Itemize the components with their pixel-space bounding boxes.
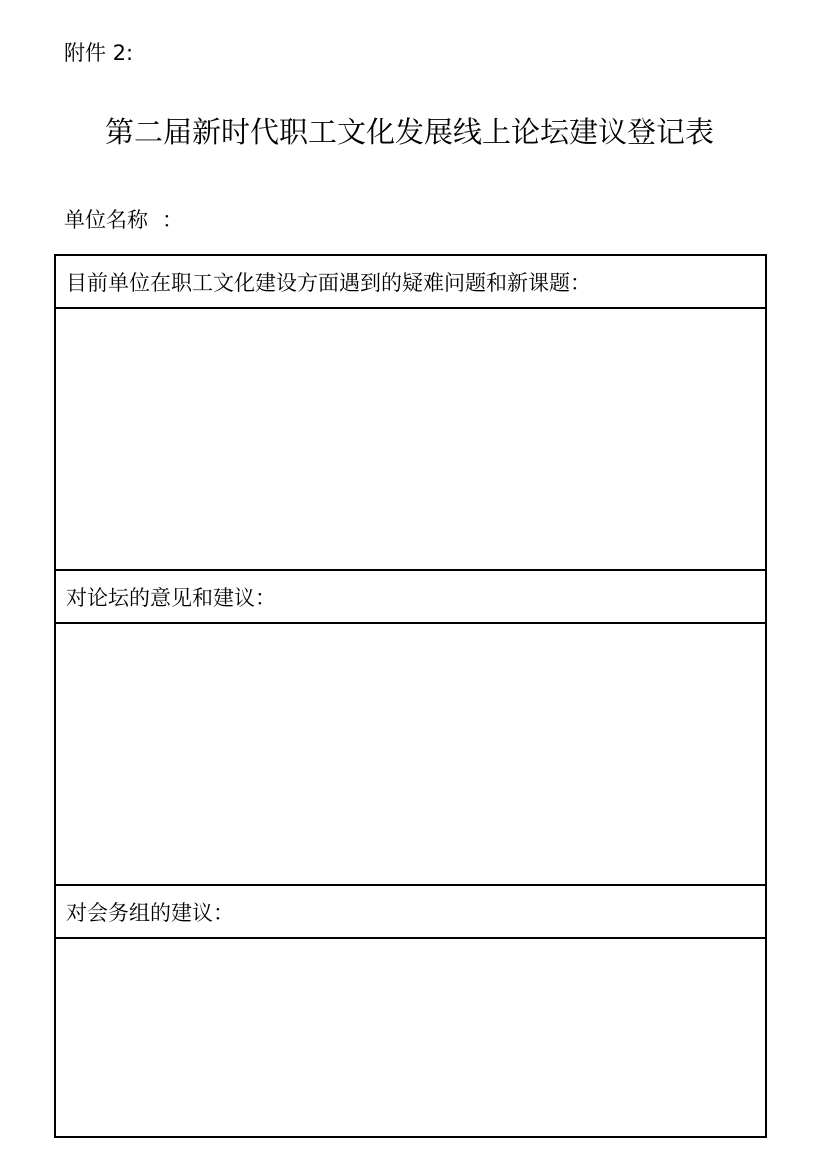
registration-form-table	[54, 254, 767, 1138]
unit-name-line	[64, 204, 183, 236]
unit-name-label: 单位名称	[64, 208, 148, 232]
form-title: 第二届新时代职工文化发展线上论坛建议登记表	[104, 115, 714, 149]
unit-name-colon: ：	[162, 208, 183, 232]
section-label-problems: 目前单位在职工文化建设方面遇到的疑难问题和新课题：	[56, 256, 765, 309]
section-label-forum-suggestions: 对论坛的意见和建议：	[56, 571, 765, 624]
section-label-organizer-suggestions: 对会务组的建议：	[56, 886, 765, 939]
section-field-problems[interactable]	[56, 309, 765, 571]
section-field-organizer-suggestions[interactable]	[56, 939, 765, 1136]
section-field-forum-suggestions[interactable]	[56, 624, 765, 886]
attachment-label: 附件 2:	[64, 41, 134, 65]
